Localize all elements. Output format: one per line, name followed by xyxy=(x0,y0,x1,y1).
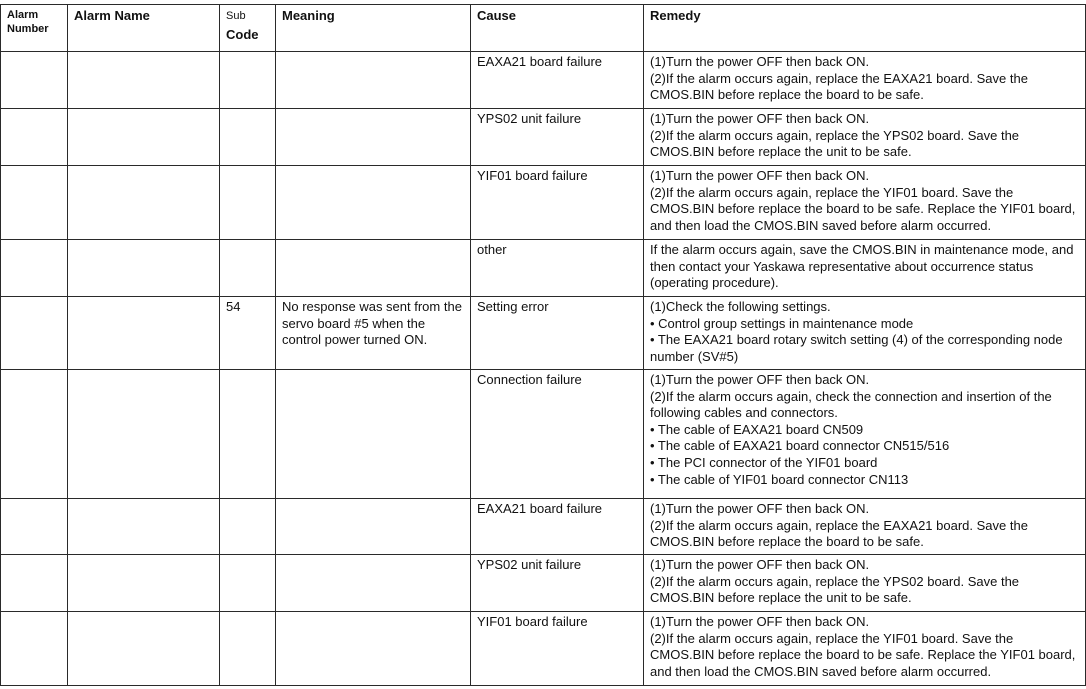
cell-remedy xyxy=(644,109,1086,166)
cell-alarm-number xyxy=(1,240,68,297)
table-body xyxy=(1,52,1086,686)
cell-cause: YIF01 board failure xyxy=(471,612,644,686)
cell-cause: EAXA21 board failure xyxy=(471,499,644,555)
cell-alarm-number xyxy=(1,297,68,370)
cell-alarm-name xyxy=(68,499,220,555)
cell-meaning xyxy=(276,370,471,499)
cell-sub-code xyxy=(220,52,276,109)
table-row xyxy=(1,52,1086,109)
header-alarm-number xyxy=(1,5,68,52)
cell-remedy xyxy=(644,166,1086,240)
cell-cause: YIF01 board failure xyxy=(471,166,644,240)
cell-alarm-number xyxy=(1,109,68,166)
table-row xyxy=(1,297,1086,370)
header-sub-code xyxy=(220,5,276,52)
cell-alarm-name xyxy=(68,612,220,686)
header-code-label: Code xyxy=(226,27,259,42)
table-row xyxy=(1,499,1086,555)
remedy-line: (2)If the alarm occurs again, replace the YPS02 board. Save the CMOS.BIN before replace the unit to be safe. xyxy=(650,573,1020,606)
remedy-line: (2)If the alarm occurs again, replace the YIF01 board. Save the CMOS.BIN before replace the board to be safe. Replace the YIF01 board, and then load the CMOS.BIN saved before alarm occurred. xyxy=(650,630,1076,679)
header-alarm-number-line1: Alarm xyxy=(7,9,39,21)
cell-alarm-number xyxy=(1,555,68,612)
header-alarm-number-line2: Number xyxy=(7,23,49,35)
cell-remedy xyxy=(644,555,1086,612)
cell-meaning xyxy=(276,612,471,686)
cell-alarm-name xyxy=(68,240,220,297)
cell-sub-code xyxy=(220,109,276,166)
cell-cause: YPS02 unit failure xyxy=(471,555,644,612)
remedy-line: (1)Turn the power OFF then back ON. xyxy=(650,614,870,629)
remedy-line: (1)Turn the power OFF then back ON. xyxy=(650,54,870,69)
cell-sub-code xyxy=(220,166,276,240)
cell-alarm-number xyxy=(1,612,68,686)
cell-sub-code xyxy=(220,240,276,297)
cell-alarm-name xyxy=(68,166,220,240)
remedy-line: • The cable of YIF01 board connector CN113 xyxy=(650,471,909,487)
cell-cause: Connection failure xyxy=(471,370,644,499)
table-row xyxy=(1,612,1086,686)
cell-alarm-name xyxy=(68,52,220,109)
cell-meaning xyxy=(276,52,471,109)
cell-meaning xyxy=(276,166,471,240)
cell-alarm-name xyxy=(68,297,220,370)
cell-alarm-number xyxy=(1,370,68,499)
remedy-line: (1)Turn the power OFF then back ON. xyxy=(650,501,870,516)
remedy-line: (1)Turn the power OFF then back ON. xyxy=(650,168,870,183)
cell-alarm-name xyxy=(68,370,220,499)
cell-cause: EAXA21 board failure xyxy=(471,52,644,109)
remedy-line: • The cable of EAXA21 board CN509 xyxy=(650,421,864,437)
remedy-line: (1)Turn the power OFF then back ON. xyxy=(650,557,870,572)
cell-cause: other xyxy=(471,240,644,297)
remedy-line: (1)Turn the power OFF then back ON. xyxy=(650,372,870,387)
header-remedy: Remedy xyxy=(644,5,1086,52)
cell-cause: YPS02 unit failure xyxy=(471,109,644,166)
table-row xyxy=(1,555,1086,612)
cell-remedy xyxy=(644,240,1086,297)
remedy-line: • The EAXA21 board rotary switch setting (4) of the corresponding node number (SV#5) xyxy=(650,332,1063,364)
remedy-line: (2)If the alarm occurs again, check the connection and insertion of the following cables and connectors. xyxy=(650,388,1052,421)
remedy-line: • Control group settings in maintenance mode xyxy=(650,315,914,331)
table-row xyxy=(1,109,1086,166)
cell-remedy xyxy=(644,370,1086,499)
header-alarm-name: Alarm Name xyxy=(68,5,220,52)
cell-sub-code xyxy=(220,612,276,686)
remedy-line: (2)If the alarm occurs again, replace the YIF01 board. Save the CMOS.BIN before replace the board to be safe. Replace the YIF01 board, and then load the CMOS.BIN saved before alarm occurred. xyxy=(650,184,1076,233)
cell-meaning xyxy=(276,555,471,612)
table-row xyxy=(1,370,1086,499)
cell-alarm-number xyxy=(1,52,68,109)
cell-remedy xyxy=(644,499,1086,555)
cell-sub-code: 54 xyxy=(220,297,276,370)
cell-sub-code xyxy=(220,499,276,555)
cell-alarm-name xyxy=(68,109,220,166)
cell-meaning: No response was sent from the servo board #5 when the control power turned ON. xyxy=(276,297,471,370)
remedy-line: (2)If the alarm occurs again, replace the EAXA21 board. Save the CMOS.BIN before replace the board to be safe. xyxy=(650,517,1028,550)
header-meaning: Meaning xyxy=(276,5,471,52)
cell-meaning xyxy=(276,240,471,297)
remedy-line: • The PCI connector of the YIF01 board xyxy=(650,454,878,470)
cell-sub-code xyxy=(220,555,276,612)
remedy-line: • The cable of EAXA21 board connector CN515/516 xyxy=(650,438,950,454)
cell-cause: Setting error xyxy=(471,297,644,370)
table-row xyxy=(1,166,1086,240)
remedy-line: (1)Turn the power OFF then back ON. xyxy=(650,111,870,126)
cell-remedy xyxy=(644,297,1086,370)
header-sub-label: Sub xyxy=(226,10,246,22)
cell-alarm-name xyxy=(68,555,220,612)
remedy-line: (2)If the alarm occurs again, replace the EAXA21 board. Save the CMOS.BIN before replace the board to be safe. xyxy=(650,70,1028,103)
alarm-table xyxy=(0,4,1086,686)
remedy-line: If the alarm occurs again, save the CMOS.BIN in maintenance mode, and then contact your Yaskawa representative about occurrence status (operating procedure). xyxy=(650,242,1074,291)
cell-meaning xyxy=(276,109,471,166)
cell-remedy xyxy=(644,612,1086,686)
cell-alarm-number xyxy=(1,499,68,555)
cell-alarm-number xyxy=(1,166,68,240)
table-row xyxy=(1,240,1086,297)
cell-sub-code xyxy=(220,370,276,499)
header-cause: Cause xyxy=(471,5,644,52)
cell-meaning xyxy=(276,499,471,555)
remedy-line: (1)Check the following settings. xyxy=(650,299,831,314)
remedy-line: (2)If the alarm occurs again, replace the YPS02 board. Save the CMOS.BIN before replace the unit to be safe. xyxy=(650,127,1020,160)
header-row xyxy=(1,5,1086,52)
cell-remedy xyxy=(644,52,1086,109)
